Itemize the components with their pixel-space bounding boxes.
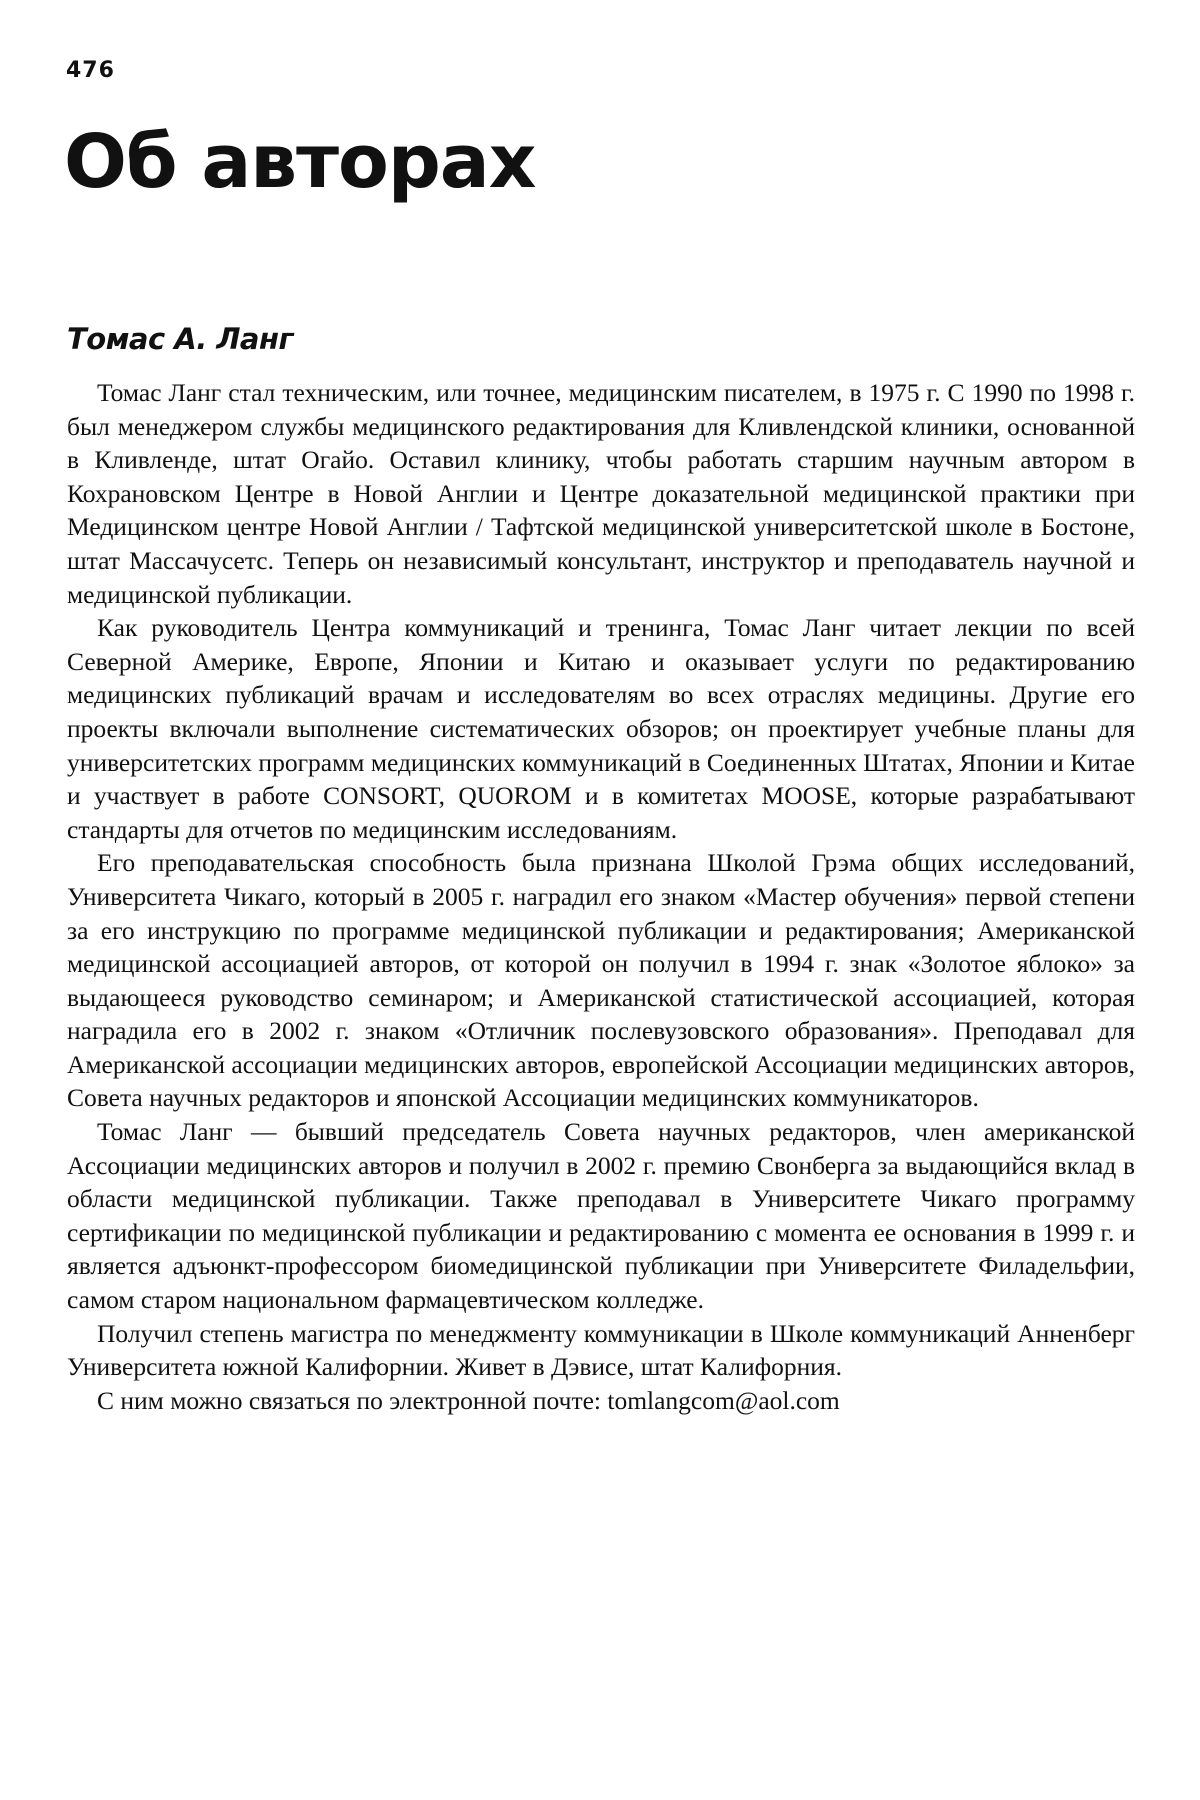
author-biography (67, 376, 1135, 1417)
bio-paragraph: Томас Ланг стал техническим, или точнее, медицинским писателем, в 1975 г. С 1990 по 1998 г. был менеджером службы медицинского редактирования для Кливлендской клиники, основанной в Кливленде, штат Огайо. Оставил клинику, чтобы работать старшим научным автором в Кохрановском Центре в Новой Англии и Центре доказательной медицинской практики при Медицинском центре Новой Англии / Тафтской медицинской университетской школе в Бостоне, штат Массачусетс. Теперь он независимый консультант, инструктор и преподаватель научной и медицинской публикации. (67, 378, 1135, 609)
bio-paragraph: Его преподавательская способность была признана Школой Грэма общих исследований, Университета Чикаго, который в 2005 г. наградил его знаком «Мастер обучения» первой степени за его инструкцию по программе медицинской публикации и редактирования; Американской медицинской ассоциацией авторов, от которой он получил в 1994 г. знак «Золотое яблоко» за выдающееся руководство семинаром; и Американской статистической ассоциацией, которая наградила его в 2002 г. знаком «Отличник послевузовского образования». Преподавал для Американской ассоциации медицинских авторов, европейской Ассоциации медицинских авторов, Совета научных редакторов и японской Ассоциации медицинских коммуникаторов. (67, 848, 1135, 1113)
chapter-title: Об авторах (64, 119, 536, 205)
page-number: 476 (66, 58, 115, 83)
contact-email-line: С ним можно связаться по электронной почте: tomlangcom@aol.com (97, 1385, 840, 1415)
bio-paragraph: Получил степень магистра по менеджменту коммуникации в Школе коммуникаций Анненберг Университета южной Калифорнии. Живет в Дэвисе, штат Калифорния. (67, 1318, 1135, 1382)
bio-paragraph: Томас Ланг — бывший председатель Совета научных редакторов, член американской Ассоциации медицинских авторов и получил в 2002 г. премию Свонберга за выдающийся вклад в области медицинской публикации. Также преподавал в Университете Чикаго программу сертификации по медицинской публикации и редактированию с момента ее основания в 1999 г. и является адъюнкт-профессором биомедицинской публикации при Университете Филадельфии, самом старом национальном фармацевтическом колледже. (67, 1117, 1135, 1315)
bio-paragraph: Как руководитель Центра коммуникаций и тренинга, Томас Ланг читает лекции по всей Северной Америке, Европе, Японии и Китаю и оказывает услуги по редактированию медицинских публикаций врачам и исследователям во всех отраслях медицины. Другие его проекты включали выполнение систематических обзоров; он проектирует учебные планы для университетских программ медицинских коммуникаций в Соединенных Штатах, Японии и Китае и участвует в работе CONSORT, QUOROM и в комитетах MOOSE, которые разрабатывают стандарты для отчетов по медицинским исследованиям. (67, 613, 1135, 844)
author-name: Томас А. Ланг (67, 322, 294, 356)
